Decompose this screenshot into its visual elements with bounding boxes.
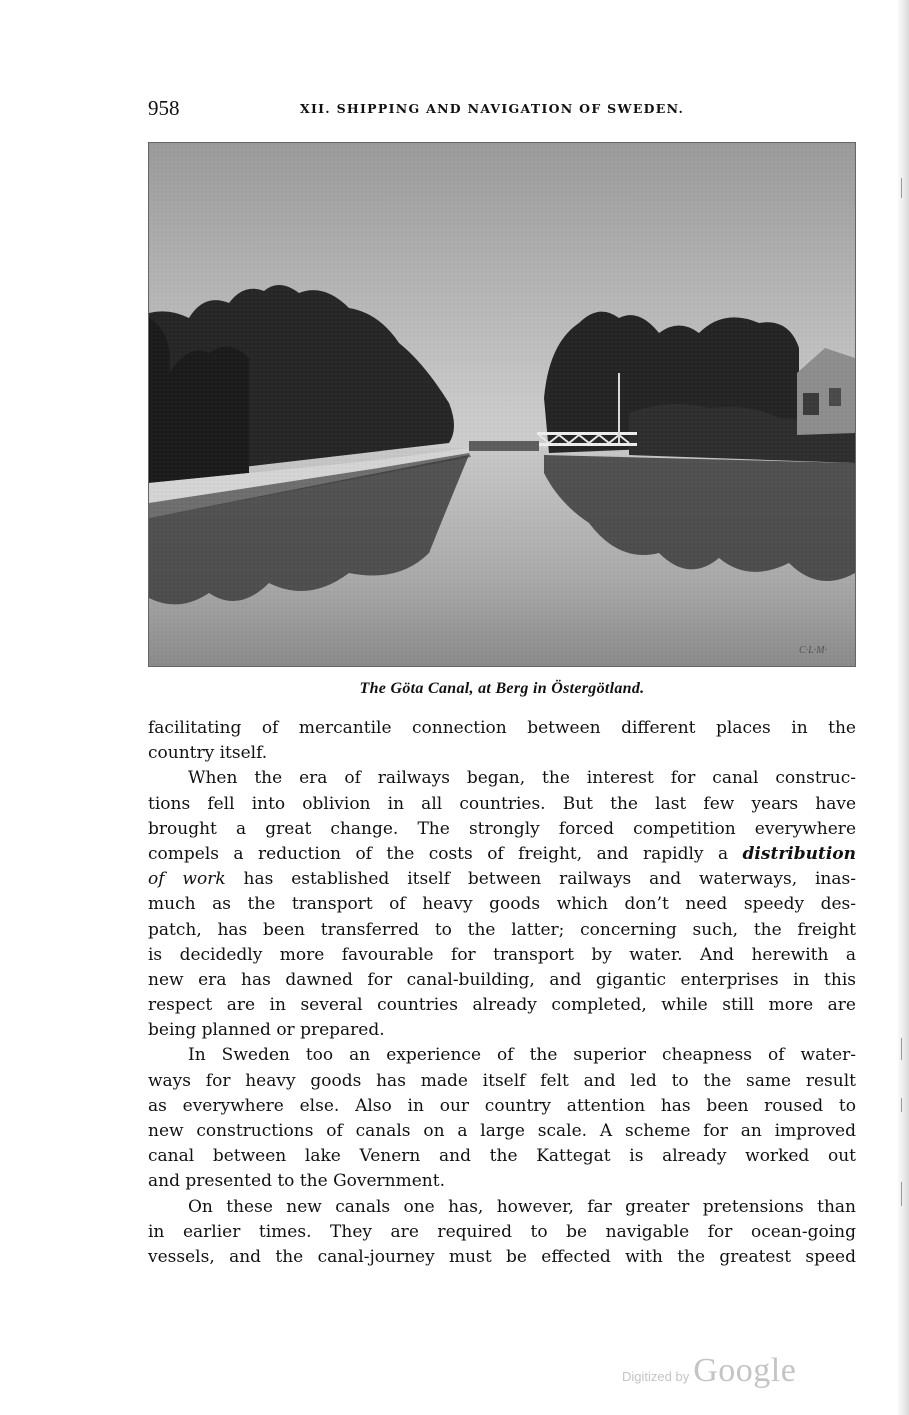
edge-mark <box>901 1182 902 1206</box>
text-line: in earlier times. They are required to be navigable for ocean-going <box>148 1221 856 1242</box>
page-edge <box>898 0 909 1415</box>
text-line: patch, has been transferred to the latter; concerning such, the freight <box>148 919 856 940</box>
digitized-by-google-watermark <box>622 1352 796 1392</box>
text-line: new era has dawned for canal-building, and gigantic enterprises in this <box>148 969 856 990</box>
text-line: On these new canals one has, however, far greater pretensions than <box>188 1196 856 1217</box>
text-line: as everywhere else. Also in our country attention has been roused to <box>148 1095 856 1116</box>
emphasis: of work <box>148 869 226 890</box>
text-line: much as the transport of heavy goods which don’t need speedy des- <box>148 894 856 915</box>
emphasis: distribution <box>742 843 856 864</box>
page-header <box>148 96 856 120</box>
text-line: country itself. <box>148 743 268 764</box>
text-line: respect are in several countries already completed, while still more are <box>148 995 856 1016</box>
text-line: When the era of railways began, the interest for canal construc- <box>188 768 856 789</box>
text-line: facilitating of mercantile connection between different places in the <box>148 718 856 738</box>
text-line: and presented to the Government. <box>148 1171 445 1192</box>
text-line: brought a great change. The strongly forced competition everywhere <box>148 818 856 839</box>
text-line: ways for heavy goods has made itself felt and led to the same result <box>148 1070 856 1091</box>
text-line: new constructions of canals on a large scale. A scheme for an improved <box>148 1121 856 1141</box>
text-line: compels a reduction of the costs of freight, and rapidly a distribution <box>148 843 856 864</box>
edge-mark <box>901 1098 902 1112</box>
text-line: of work has established itself between railways and waterways, inas- <box>148 869 856 890</box>
google-logo: Google <box>693 1352 797 1389</box>
watermark-prefix: Digitized by <box>622 1369 690 1384</box>
text-line: being planned or prepared. <box>148 1020 385 1041</box>
page-number: 958 <box>148 96 180 120</box>
text-line: In Sweden too an experience of the superior cheapness of water- <box>188 1045 856 1066</box>
edge-mark <box>901 1038 902 1060</box>
text-line: is decidedly more favourable for transport by water. And herewith a <box>148 944 856 965</box>
canal-photograph <box>148 142 856 667</box>
text-line: canal between lake Venern and the Kattegat is already worked out <box>148 1146 856 1167</box>
figure-caption: The Göta Canal, at Berg in Östergötland. <box>359 680 645 697</box>
edge-mark <box>901 178 902 198</box>
text-line: tions fell into oblivion in all countries. But the last few years have <box>148 793 856 814</box>
body-text <box>148 716 856 1270</box>
text-line: vessels, and the canal-journey must be effected with the greatest speed <box>148 1246 856 1267</box>
running-head: XII. SHIPPING AND NAVIGATION OF SWEDEN. <box>300 101 685 116</box>
artist-signature: C·L·M· <box>799 645 828 656</box>
